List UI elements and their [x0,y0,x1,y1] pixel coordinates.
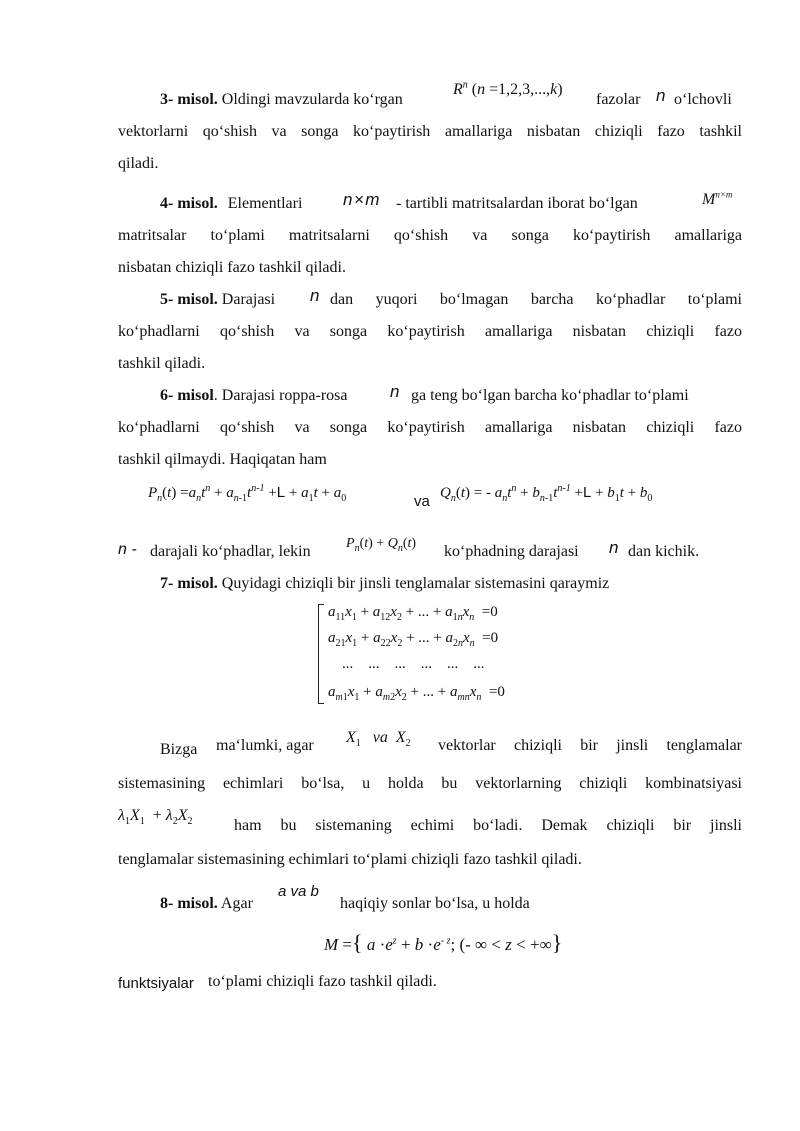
ex5-line-3: tashkil qiladi. [118,355,206,372]
ex6-l5-text-2: ko‘phadning darajasi [444,543,579,560]
ex5-text-1: Darajasi [221,291,276,308]
ex8-formula: M ={ $a \cdot e^z + b \cdot e^-$ $^z$; (- ∞ < z < +∞} [324,930,563,955]
ex7-math-x1x2: $X_1$ va $X_2$ [346,729,411,750]
ex3-heading: 3- misol. [160,91,218,108]
ex5-heading: 5- misol. [160,291,218,308]
system-eq-2: $a_{21}x_1 + a_{22}x_2$ + ... + $a_{2n}x_n =0$ [328,630,499,649]
ex4-line-2: matritsalar to‘plami matritsalarni qo‘shish va songa ko‘paytirish amallariga [118,227,742,244]
ex4-line-1 [160,194,302,214]
ex6-l5-text-3: dan kichik. [628,543,700,560]
ex4-text-1: Elementlari [227,195,303,212]
ex4-heading: 4- misol. [160,195,218,212]
ex3-line-2: vektorlarni qo‘shish va songa ko‘paytirish amallariga nisbatan chiziqli fazo tashkil [118,123,742,140]
ex3-math-n: n [656,86,666,105]
ex7-para-1a: Bizga [160,741,198,758]
ex6-heading: 6- misol [160,387,214,404]
ex5-line-2: ko‘phadlarni qo‘shish va songa ko‘paytirish amallariga nisbatan chiziqli fazo [118,323,742,340]
ex6-l5-n: n - [118,541,137,558]
ex7-para-4: tenglamalar sistemasining echimlari to‘plami chiziqli fazo tashkil qiladi. [118,851,582,868]
ex5-line-1 [160,290,275,310]
ex6-l5-math: $P_n(t) + Q_n(t)$ [346,536,417,554]
ex7-text-1: Quyidagi chiziqli bir jinsli tenglamalar sistemasini qaraymiz [221,575,610,592]
ex3-text-2: fazolar [596,91,641,108]
formula-va: va [414,493,430,510]
ex7-para-3: ham bu sistemaning echimi bo‘ladi. Demak chiziqli bir jinsli [234,817,742,834]
ex7-line-1 [160,574,609,594]
system-brace [318,604,324,704]
ex6-l5-math-n: n [609,538,619,557]
ex6-math-n: n [390,382,400,401]
ex3-line-3: qiladi. [118,155,159,172]
ex5-math-n: n [310,286,320,305]
ex6-line-1 [160,386,348,406]
ex3-line-1 [160,90,403,110]
system-eq-1: $a_{11}x_1 + a_{12}x_2$ + ... + $a_{1n}x_n =0$ [328,604,498,623]
ex3-text-1: Oldingi mavzularda ko‘rgan [221,91,403,108]
ex7-para-1b: ma‘lumki, agar [216,737,314,754]
ex6-l5-text-1: darajali ko‘phadlar, lekin [150,543,311,560]
ex7-heading: 7- misol. [160,575,218,592]
ex4-math-nxm: n × m [343,190,380,209]
formula-pn: $P_n(t) =a_nt^n + a_{n-1}t^{n-1} +L + a_1t + a_0$ [148,483,347,504]
ex8-text-1: Agar [220,895,253,912]
ex6-line-3: tashkil qilmaydi. Haqiqatan ham [118,451,327,468]
ex3-text-3: o‘lchovli [674,91,732,108]
ex7-para-2: sistemasining echimlari bo‘lsa, u holda bu vektorlarning chiziqli kombinatsiyasi [118,775,742,792]
ex8-math-ab: a va b [278,883,319,900]
ex8-text-2: haqiqiy sonlar bo‘lsa, u holda [340,895,530,912]
ex6-text-2: ga teng bo‘lgan barcha ko‘phadlar to‘plami [411,387,689,404]
ex4-line-3: nisbatan chiziqli fazo tashkil qiladi. [118,259,346,276]
ex4-math-M: $M^{n\times m}$ [702,189,733,208]
ex5-text-2: dan yuqori bo‘lmagan barcha ko‘phadlar to‘plami [330,291,742,308]
ex7-math-lambda: $\lambda_1X_1 + \lambda_2X_2$ [118,807,193,828]
ex6-text-1: . Darajasi roppa-rosa [213,387,348,404]
system-eq-m: $a_{m1}x_1 + a_{m2}x_2$ + ... + $a_{mn}x_n =0$ [328,684,505,703]
ex8-line-3b: to‘plami chiziqli fazo tashkil qiladi. [208,973,437,990]
ex6-line-2: ko‘phadlarni qo‘shish va songa ko‘paytirish amallariga nisbatan chiziqli fazo [118,419,742,436]
ex8-line-1 [160,894,253,914]
ex7-para-1c: vektorlar chiziqli bir jinsli tenglamalar [438,737,742,754]
ex8-line-3a: funktsiyalar [118,975,194,992]
ex3-math-rn: $R^n$ (n =1,2,3,...,k) [453,79,563,98]
formula-qn: $Q_n(t)$ = - $a_nt^n + b_{n-1}t^{n-1} +L + b_1t + b_0$ [440,483,653,504]
ex8-heading: 8- misol. [160,895,218,912]
system-eq-dots: ... ... ... ... ... ... [342,656,485,672]
ex4-text-2: - tartibli matritsalardan iborat bo‘lgan [396,195,638,212]
